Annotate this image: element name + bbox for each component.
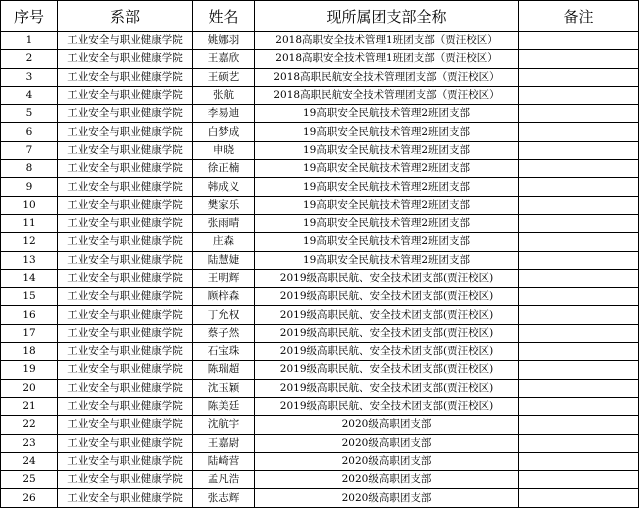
cell-name: 白梦成 [193,123,255,141]
cell-remarks [519,86,639,104]
cell-name: 王硕艺 [193,68,255,86]
table-row [1,343,639,361]
cell-branch: 2019级高职民航、安全技术团支部(贾汪校区) [255,288,519,306]
table-row [1,160,639,178]
cell-branch: 2018高职安全技术管理1班团支部（贾汪校区） [255,32,519,50]
cell-remarks [519,214,639,232]
cell-index: 15 [1,288,58,306]
cell-remarks [519,105,639,123]
cell-name: 樊家乐 [193,196,255,214]
cell-department: 工业安全与职业健康学院 [58,105,193,123]
cell-index: 11 [1,214,58,232]
table-row [1,141,639,159]
cell-branch: 19高职安全民航技术管理2班团支部 [255,160,519,178]
cell-index: 20 [1,379,58,397]
cell-branch: 19高职安全民航技术管理2班团支部 [255,251,519,269]
cell-branch: 2020级高职团支部 [255,434,519,452]
cell-index: 25 [1,471,58,489]
cell-remarks [519,269,639,287]
cell-index: 22 [1,416,58,434]
cell-remarks [519,178,639,196]
table-row [1,68,639,86]
cell-index: 2 [1,50,58,68]
cell-remarks [519,251,639,269]
cell-remarks [519,471,639,489]
cell-remarks [519,434,639,452]
table-row [1,361,639,379]
cell-remarks [519,160,639,178]
cell-name: 张雨晴 [193,214,255,232]
cell-remarks [519,68,639,86]
cell-branch: 2019级高职民航、安全技术团支部(贾汪校区) [255,269,519,287]
cell-branch: 19高职安全民航技术管理2班团支部 [255,196,519,214]
cell-branch: 19高职安全民航技术管理2班团支部 [255,178,519,196]
cell-remarks [519,196,639,214]
cell-department: 工业安全与职业健康学院 [58,397,193,415]
header-row [1,1,639,32]
cell-department: 工业安全与职业健康学院 [58,123,193,141]
cell-branch: 2019级高职民航、安全技术团支部(贾汪校区) [255,361,519,379]
cell-branch: 19高职安全民航技术管理2班团支部 [255,214,519,232]
cell-department: 工业安全与职业健康学院 [58,178,193,196]
cell-index: 18 [1,343,58,361]
cell-remarks [519,50,639,68]
cell-name: 沈玉颖 [193,379,255,397]
cell-department: 工业安全与职业健康学院 [58,160,193,178]
cell-department: 工业安全与职业健康学院 [58,288,193,306]
header-branch: 现所属团支部全称 [255,1,519,32]
cell-name: 沈航宇 [193,416,255,434]
cell-name: 王嘉尉 [193,434,255,452]
table-row [1,288,639,306]
cell-remarks [519,306,639,324]
cell-name: 李易迪 [193,105,255,123]
cell-name: 丁允权 [193,306,255,324]
cell-name: 庄森 [193,233,255,251]
header-name: 姓名 [193,1,255,32]
cell-index: 23 [1,434,58,452]
cell-index: 4 [1,86,58,104]
cell-branch: 2020级高职团支部 [255,471,519,489]
cell-remarks [519,32,639,50]
cell-remarks [519,452,639,470]
table-row [1,489,639,507]
cell-department: 工业安全与职业健康学院 [58,32,193,50]
table-row [1,324,639,342]
cell-department: 工业安全与职业健康学院 [58,251,193,269]
cell-department: 工业安全与职业健康学院 [58,379,193,397]
table-row [1,416,639,434]
cell-index: 19 [1,361,58,379]
table-row [1,86,639,104]
table-row [1,32,639,50]
table-row [1,306,639,324]
cell-name: 姚娜羽 [193,32,255,50]
cell-index: 24 [1,452,58,470]
cell-branch: 19高职安全民航技术管理2班团支部 [255,105,519,123]
cell-index: 10 [1,196,58,214]
cell-index: 8 [1,160,58,178]
cell-remarks [519,123,639,141]
header-remarks: 备注 [519,1,639,32]
cell-name: 申晓 [193,141,255,159]
cell-name: 韩成义 [193,178,255,196]
cell-remarks [519,416,639,434]
cell-department: 工业安全与职业健康学院 [58,141,193,159]
table-row [1,178,639,196]
cell-branch: 19高职安全民航技术管理2班团支部 [255,141,519,159]
table-body [1,32,639,508]
cell-index: 16 [1,306,58,324]
cell-department: 工业安全与职业健康学院 [58,196,193,214]
cell-department: 工业安全与职业健康学院 [58,233,193,251]
table-row [1,434,639,452]
cell-index: 6 [1,123,58,141]
cell-name: 徐正楠 [193,160,255,178]
cell-index: 26 [1,489,58,507]
cell-name: 石宝珠 [193,343,255,361]
table-row [1,233,639,251]
cell-index: 5 [1,105,58,123]
cell-remarks [519,141,639,159]
cell-department: 工业安全与职业健康学院 [58,68,193,86]
cell-name: 陆崎营 [193,452,255,470]
cell-department: 工业安全与职业健康学院 [58,269,193,287]
table-row [1,214,639,232]
cell-branch: 2020级高职团支部 [255,489,519,507]
cell-department: 工业安全与职业健康学院 [58,86,193,104]
cell-branch: 19高职安全民航技术管理2班团支部 [255,123,519,141]
table-row [1,471,639,489]
cell-name: 张志辉 [193,489,255,507]
cell-branch: 2018高职民航安全技术管理团支部（贾汪校区） [255,86,519,104]
cell-branch: 2020级高职团支部 [255,416,519,434]
cell-department: 工业安全与职业健康学院 [58,50,193,68]
cell-name: 陆慧婕 [193,251,255,269]
cell-index: 21 [1,397,58,415]
cell-name: 陈美廷 [193,397,255,415]
table-row [1,269,639,287]
cell-branch: 2020级高职团支部 [255,452,519,470]
cell-name: 王明辉 [193,269,255,287]
cell-branch: 2018高职民航安全技术管理团支部（贾汪校区） [255,68,519,86]
cell-index: 14 [1,269,58,287]
cell-department: 工业安全与职业健康学院 [58,343,193,361]
table-row [1,196,639,214]
cell-remarks [519,343,639,361]
cell-index: 9 [1,178,58,196]
table-row [1,123,639,141]
cell-remarks [519,397,639,415]
cell-remarks [519,361,639,379]
table-row [1,251,639,269]
cell-department: 工业安全与职业健康学院 [58,214,193,232]
cell-department: 工业安全与职业健康学院 [58,306,193,324]
cell-department: 工业安全与职业健康学院 [58,452,193,470]
cell-remarks [519,489,639,507]
cell-branch: 2019级高职民航、安全技术团支部(贾汪校区) [255,379,519,397]
table-row [1,452,639,470]
cell-branch: 2019级高职民航、安全技术团支部(贾汪校区) [255,343,519,361]
cell-name: 王嘉欣 [193,50,255,68]
cell-remarks [519,288,639,306]
cell-name: 孟凡浩 [193,471,255,489]
cell-branch: 2018高职安全技术管理1班团支部（贾汪校区） [255,50,519,68]
cell-department: 工业安全与职业健康学院 [58,434,193,452]
cell-remarks [519,233,639,251]
cell-department: 工业安全与职业健康学院 [58,416,193,434]
cell-index: 13 [1,251,58,269]
cell-remarks [519,324,639,342]
cell-branch: 19高职安全民航技术管理2班团支部 [255,233,519,251]
cell-department: 工业安全与职业健康学院 [58,324,193,342]
cell-name: 蔡子然 [193,324,255,342]
cell-department: 工业安全与职业健康学院 [58,361,193,379]
table-row [1,379,639,397]
cell-department: 工业安全与职业健康学院 [58,489,193,507]
cell-department: 工业安全与职业健康学院 [58,471,193,489]
cell-index: 17 [1,324,58,342]
cell-index: 12 [1,233,58,251]
header-department: 系部 [58,1,193,32]
table-row [1,105,639,123]
cell-branch: 2019级高职民航、安全技术团支部(贾汪校区) [255,306,519,324]
cell-index: 7 [1,141,58,159]
cell-name: 陈瑞超 [193,361,255,379]
cell-remarks [519,379,639,397]
cell-name: 张航 [193,86,255,104]
cell-index: 1 [1,32,58,50]
table-row [1,397,639,415]
table-row [1,50,639,68]
cell-branch: 2019级高职民航、安全技术团支部(贾汪校区) [255,324,519,342]
cell-name: 顾梓森 [193,288,255,306]
header-index: 序号 [1,1,58,32]
cell-index: 3 [1,68,58,86]
cell-branch: 2019级高职民航、安全技术团支部(贾汪校区) [255,397,519,415]
